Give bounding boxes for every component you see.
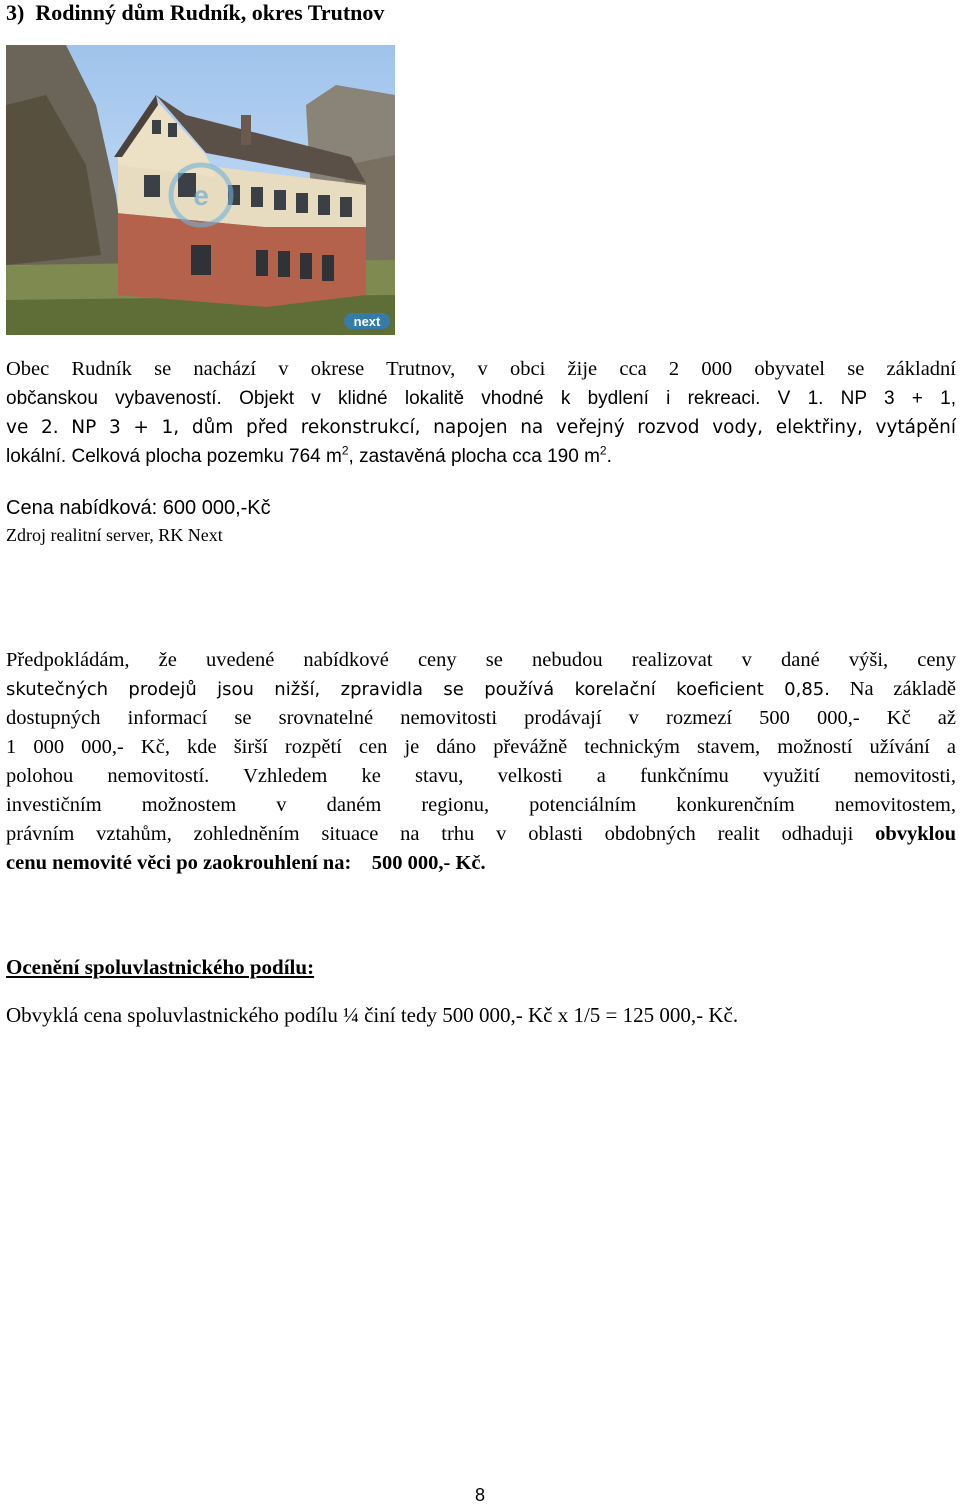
offer-price: Cena nabídková: 600 000,-Kč: [6, 497, 271, 519]
analysis-text: právním vztahům, zohledněním situace na trhu v oblasti obdobných realit odhaduji: [6, 823, 876, 845]
superscript: 2: [599, 443, 607, 458]
analysis-line: [6, 820, 956, 849]
price-source: Zdroj realitní server, RK Next: [6, 525, 223, 545]
description-text: .: [606, 446, 612, 467]
analysis-paragraph: [6, 646, 956, 878]
house-photo: [6, 45, 395, 335]
analysis-line: investičním možnostem v daném regionu, potenciálním konkurenčním nemovitostem,: [6, 794, 956, 816]
svg-text:e: e: [193, 180, 209, 211]
analysis-text: skutečných prodejů jsou nižší, zpravidla se používá korelační koeficient 0,85.: [6, 679, 830, 700]
share-valuation-heading: Ocenění spoluvlastnického podílu:: [6, 955, 315, 979]
share-valuation-text: Obvyklá cena spoluvlastnického podílu ¼ činí tedy 500 000,- Kč x 1/5 = 125 000,- Kč.: [6, 1003, 739, 1027]
description-line: Obec Rudník se nachází v okrese Trutnov, v obci žije cca 2 000 obyvatel se základní: [6, 358, 956, 380]
analysis-line: [6, 675, 956, 704]
superscript: 2: [341, 443, 349, 458]
section-heading: 3) Rodinný dům Rudník, okres Trutnov: [6, 0, 385, 25]
page-number: 8: [474, 1485, 485, 1505]
valuation-result: cenu nemovité věci po zaokrouhlení na: 500 000,- Kč.: [6, 852, 486, 874]
description-text: , zastavěná plocha cca 190 m: [348, 446, 600, 467]
description-line: občanskou vybaveností. Objekt v klidné lokalitě vhodné k bydlení i rekreaci. V 1. NP 3 + 1,: [6, 388, 956, 409]
description-text: lokální. Celková plocha pozemku 764 m: [6, 446, 342, 467]
analysis-bold-text: obvyklou: [875, 823, 956, 845]
description-line: [6, 442, 956, 471]
analysis-line: polohou nemovitostí. Vzhledem ke stavu, velkosti a funkčnímu využití nemovitosti,: [6, 765, 956, 787]
svg-text:next: next: [353, 314, 381, 329]
house-image: [6, 45, 395, 335]
analysis-line: 1 000 000,- Kč, kde širší rozpětí cen je dáno převážně technickým stavem, možností užívání a: [6, 736, 956, 758]
analysis-text: Na základě: [829, 678, 957, 700]
analysis-line: Předpokládám, že uvedené nabídkové ceny se nebudou realizovat v dané výši, ceny: [6, 649, 956, 671]
description-paragraph: [6, 355, 956, 471]
analysis-line: dostupných informací se srovnatelné nemovitosti prodávají v rozmezí 500 000,- Kč až: [6, 707, 956, 729]
description-line: ve 2. NP 3 + 1, dům před rekonstrukcí, napojen na veřejný rozvod vody, elektřiny, vytápění: [6, 417, 956, 438]
